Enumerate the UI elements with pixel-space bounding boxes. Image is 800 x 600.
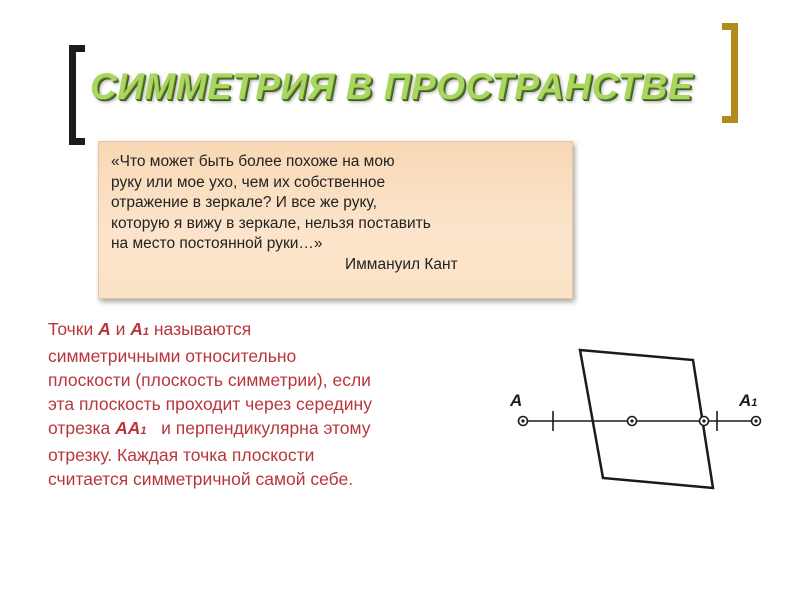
left-bracket-decoration (69, 45, 85, 145)
quote-box (98, 141, 573, 299)
definition-text (48, 317, 478, 491)
text-fragment: и перпендикулярна этому (146, 418, 371, 438)
figure-label-a1-text: А (739, 391, 752, 410)
definition-line (48, 416, 478, 443)
quote-line: «Что может быть более похоже на мою (111, 153, 395, 170)
quote-line: отражение в зеркале? И все же руку, (111, 194, 377, 211)
definition-line: считается симметричной самой себе. (48, 469, 354, 489)
text-fragment: и (110, 319, 131, 339)
quote-line: которую я вижу в зеркале, нельзя поставить (111, 214, 431, 232)
midpoint-marker (628, 417, 637, 426)
definition-line (48, 317, 478, 344)
quote-line: руку или мое ухо, чем их собственное (111, 173, 386, 191)
right-bracket-decoration (722, 23, 738, 123)
definition-line: симметричными относительно (48, 346, 297, 366)
quote-author: Иммануил Кант (345, 255, 458, 273)
definition-line: отрезку. Каждая точка плоскости (48, 445, 315, 465)
definition-line: плоскости (плоскость симметрии), если (48, 370, 371, 390)
figure-label-a1-subscript: 1 (751, 397, 758, 409)
plane-intersection-marker (700, 417, 709, 426)
figure-label-a1 (739, 391, 757, 411)
text-fragment: называются (149, 319, 252, 339)
symmetry-figure (500, 340, 780, 500)
text-fragment: Точки (48, 319, 99, 339)
symmetry-plane (580, 350, 713, 488)
definition-line: эта плоскость проходит через середину (48, 394, 372, 414)
point-a1-subscript: 1 (142, 326, 149, 338)
segment-subscript: 1 (140, 425, 147, 437)
point-a1-label: А (130, 319, 143, 339)
point-a-label: А (98, 319, 111, 339)
segment-label: АА (115, 418, 141, 438)
point-a1-marker (752, 417, 761, 426)
quote-line: на место постоянной руки…» (111, 235, 323, 252)
figure-label-a: А (510, 391, 523, 410)
text-fragment: отрезка (48, 418, 116, 438)
point-a-marker (519, 417, 528, 426)
slide-title: СИММЕТРИЯ В ПРОСТРАНСТВЕ (90, 66, 693, 107)
symmetry-diagram (500, 340, 780, 500)
